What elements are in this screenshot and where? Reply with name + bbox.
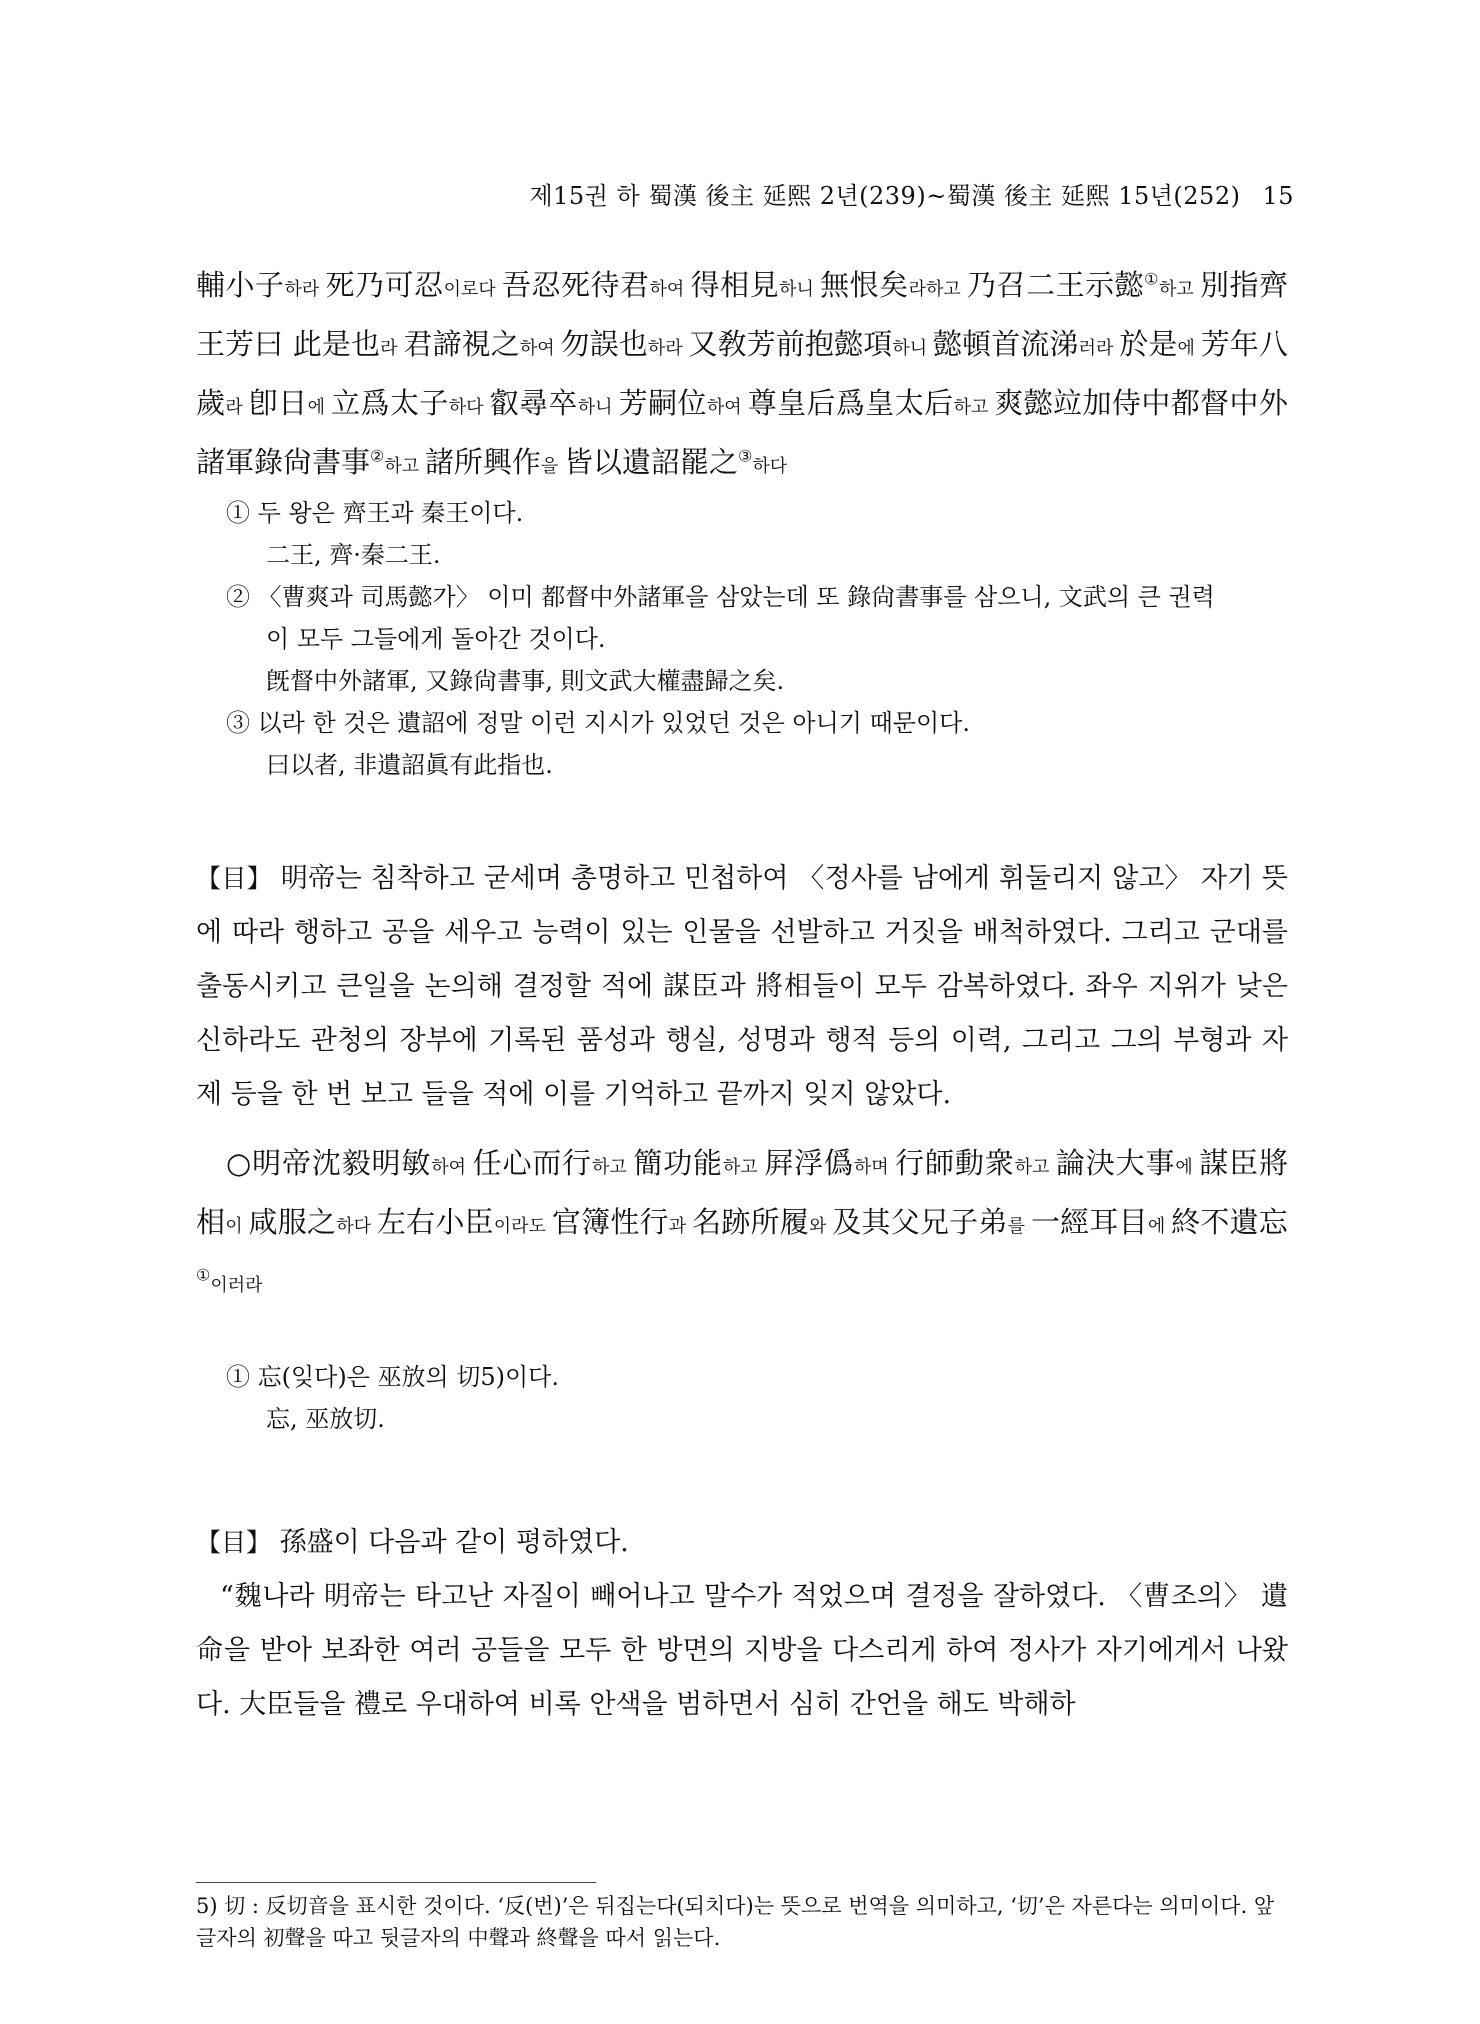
hanja-phrase: 簡功能: [633, 1146, 723, 1180]
hanja-phrase: 諸所興作: [424, 445, 541, 479]
hangul-particle: 에: [1175, 1157, 1200, 1178]
hangul-particle: 이: [225, 1216, 249, 1237]
hangul-particle: 하여: [519, 338, 561, 359]
hanja-phrase: 別指齊王芳曰 此是也: [196, 268, 1289, 361]
section-2-line: 孫盛이 다음과 같이 평하였다.: [279, 1527, 629, 1558]
hanja-phrase: 名跡所履: [692, 1205, 809, 1239]
hangul-particle: 하니: [779, 279, 821, 300]
hangul-particle: 이로다: [443, 279, 502, 300]
hanja-phrase: 叡尋卒: [489, 386, 578, 420]
note-2-cont: 이 모두 그들에게 돌아간 것이다.: [266, 625, 606, 653]
hanja-phrase: 勿誤也: [560, 327, 648, 361]
hanja-phrase: 得相見: [690, 268, 780, 302]
hanja-phrase: 無恨矣: [820, 268, 909, 302]
note-marker: ①: [1144, 269, 1159, 289]
translation-1: [196, 852, 1288, 1122]
note-marker: ②: [370, 446, 385, 466]
hangul-particle: 하고: [1158, 279, 1200, 300]
footnote: 5) 切 : 反切音을 표시한 것이다. ‘反(번)’은 뒤집는다(되치다)는 뜻으로 번역을 의미하고, ‘切’은 자른다는 의미이다. 앞 글자의 初聲을 따고 뒷글자의 中聲과 終聲을 따서 읽는다.: [196, 1894, 1275, 1950]
hanja-phrase: 官簿性行: [551, 1205, 669, 1239]
hanja-phrase: 吾忍死待君: [502, 268, 650, 302]
section-2-intro: [196, 1516, 1288, 1570]
hanja-phrase: 終不遺忘: [1171, 1205, 1288, 1239]
hanja-phrase: 輔小子: [196, 268, 285, 302]
note-2: ② 〈曹爽과 司馬懿가〉 이미 都督中外諸軍을 삼았는데 또 錄尙書事를 삼으니, 文武의 큰 권력: [226, 583, 1215, 611]
note-4-original: 忘, 巫放切.: [266, 1405, 385, 1433]
section-mark: 【目】: [196, 864, 272, 893]
hangul-particle: 하라: [284, 279, 326, 300]
hanja-phrase: 乃召二王示懿: [967, 268, 1145, 302]
hangul-particle: 하라: [647, 338, 689, 359]
hangul-particle: 를: [1007, 1216, 1031, 1237]
hangul-particle: 러라: [1078, 338, 1120, 359]
hangul-particle: 하여: [649, 279, 691, 300]
classical-text: [196, 258, 1288, 494]
running-title: 제15권 하 蜀漢 後主 延熙 2년(239)~蜀漢 後主 延熙 15년(252): [529, 182, 1241, 210]
hanja-phrase: 皆以遺詔罷之: [564, 445, 739, 479]
hangul-particle: 하여: [706, 397, 748, 418]
hanja-phrase: 死乃可忍: [325, 268, 444, 302]
hanja-phrase: ○明帝沈毅明敏: [226, 1146, 432, 1180]
hangul-particle: 이라도: [493, 1216, 552, 1237]
hangul-particle: 하고: [953, 397, 995, 418]
hangul-particle: 에: [1177, 338, 1201, 359]
hanja-phrase: 懿頓首流涕: [932, 327, 1079, 361]
hanja-phrase: 行師動衆: [895, 1146, 1015, 1180]
section-2-quote: “魏나라 明帝는 타고난 자질이 빼어나고 말수가 적었으며 결정을 잘하였다. 〈曹조의〉 遺命을 받아 보좌한 여러 공들을 모두 한 방면의 지방을 다스리게 하여 정사가 자기에게서 나왔다. 大臣들을 禮로 우대하여 비록 안색을 범하면서 심히 간언을 해도 박해하: [196, 1581, 1288, 1720]
section-1: [196, 852, 1288, 1313]
hanja-phrase: 謀臣將相: [196, 1146, 1288, 1239]
hangul-particle: 에: [1147, 1216, 1172, 1237]
hanja-phrase: 芳嗣位: [618, 386, 707, 420]
footnote-rule: [196, 1882, 596, 1883]
hangul-particle: 하니: [892, 338, 933, 359]
note-3: ③ 以라 한 것은 遺詔에 정말 이런 지시가 있었던 것은 아니기 때문이다.: [226, 709, 970, 737]
hangul-particle: 하다: [752, 456, 788, 477]
hanja-phrase: 及其父兄子弟: [832, 1205, 1008, 1239]
hanja-phrase: 爽懿竝加侍中都督中外諸軍錄尙書事: [196, 386, 1288, 479]
hanja-phrase: 君諦視之: [403, 327, 520, 361]
running-header: [529, 176, 1294, 211]
hanja-phrase: 一經耳目: [1030, 1205, 1148, 1239]
hangul-particle: 하고: [384, 456, 425, 477]
hanja-phrase: 又敎芳前抱懿項: [688, 327, 893, 361]
page-number: 15: [1262, 182, 1294, 210]
hanja-phrase: 芳年八歲: [196, 327, 1288, 420]
hangul-particle: 하다: [448, 397, 490, 418]
hangul-particle: 하여: [431, 1157, 473, 1178]
note-4: ① 忘(잊다)은 巫放의 切5)이다.: [226, 1363, 559, 1391]
hangul-particle: 라: [225, 397, 249, 418]
hangul-particle: 하다: [336, 1216, 377, 1237]
hangul-particle: 하고: [722, 1157, 765, 1178]
hanja-phrase: 任心而行: [472, 1146, 592, 1180]
section-mark-2: 【目】: [196, 1528, 272, 1557]
hangul-particle: 라: [380, 338, 404, 359]
hangul-particle: 하고: [592, 1157, 634, 1178]
note-1: ① 두 왕은 齊王과 秦王이다.: [226, 499, 524, 527]
translation-1-text: 明帝는 침착하고 굳세며 총명하고 민첩하여 〈정사를 남에게 휘둘리지 않고〉 자기 뜻에 따라 행하고 공을 세우고 능력이 있는 인물을 선발하고 거짓을 배척하였다. 그리고 군대를 출동시키고 큰일을 논의해 결정할 적에 謀臣과 將相들이 모두 감복하였다. 좌우 지위가 낮은 신하라도 관청의 장부에 기록된 품성과 행실, 성명과 행적 등의 이력, 그리고 그의 부형과 자제 등을 한 번 보고 들을 적에 이를 기억하고 끝까지 잊지 않았다.: [196, 863, 1288, 1110]
hangul-particle: 과: [668, 1216, 693, 1237]
hanja-phrase: 立爲太子: [331, 386, 449, 420]
hangul-particle: 이러라: [210, 1275, 263, 1296]
hangul-particle: 에: [307, 397, 332, 418]
hanja-phrase: 於是: [1119, 327, 1178, 361]
hangul-particle: 라하고: [908, 279, 968, 300]
notes-block-1: [226, 492, 1288, 786]
note-marker: ③: [738, 446, 753, 466]
hanja-phrase: 卽日: [248, 386, 308, 420]
hangul-particle: 와: [808, 1216, 833, 1237]
note-1-original: 二王, 齊·秦二王.: [266, 541, 441, 569]
hanja-phrase: 尊皇后爲皇太后: [747, 386, 954, 420]
hangul-particle: 하고: [1014, 1157, 1056, 1178]
hanja-phrase: 論決大事: [1055, 1146, 1176, 1180]
notes-block-2: [226, 1356, 1288, 1440]
note-2-original: 旣督中外諸軍, 又錄尙書事, 則文武大權盡歸之矣.: [266, 667, 785, 695]
note-marker: ①: [196, 1265, 211, 1285]
hanja-phrase: 咸服之: [248, 1205, 337, 1239]
hangul-particle: 하며: [853, 1157, 896, 1178]
classical-text-2: [196, 1136, 1288, 1313]
classical-passage: [196, 258, 1288, 494]
hanja-phrase: 左右小臣: [376, 1205, 494, 1239]
hangul-particle: 을: [540, 456, 564, 477]
note-3-original: 曰以者, 非遺詔眞有此指也.: [266, 751, 553, 779]
section-2: [196, 1516, 1288, 1732]
hanja-phrase: 屛浮僞: [764, 1146, 854, 1180]
hangul-particle: 하니: [577, 397, 619, 418]
